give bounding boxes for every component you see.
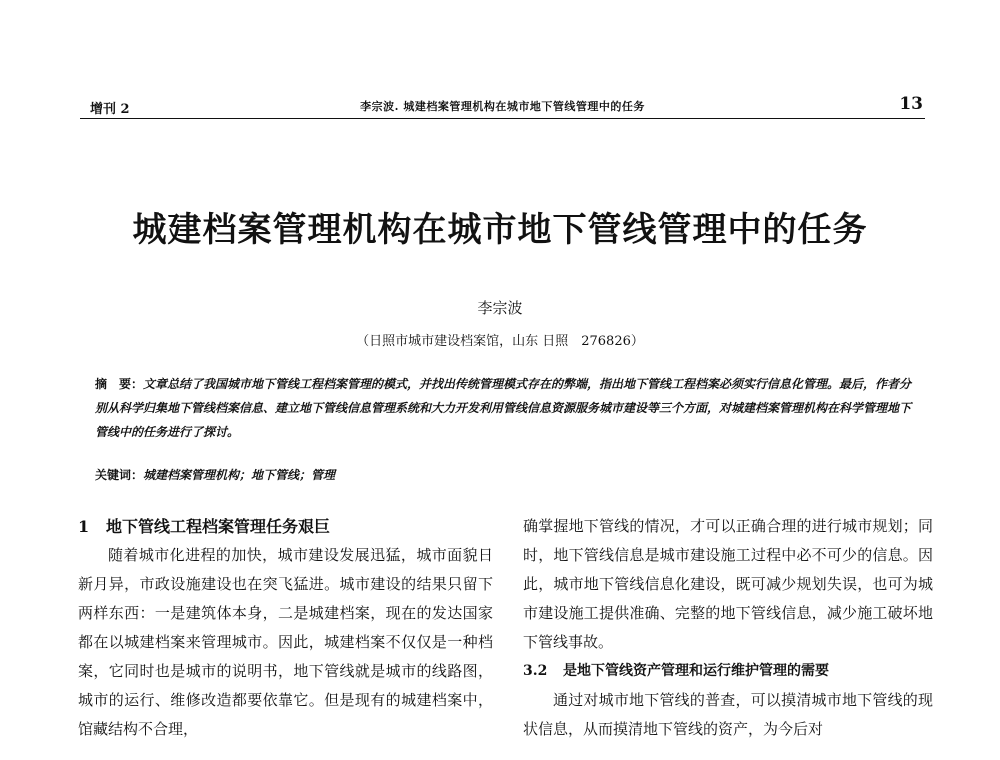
left-column [78, 512, 493, 744]
abstract-text: 文章总结了我国城市地下管线工程档案管理的模式，并找出传统管理模式存在的弊端，指出地下管线工程档案必须实行信息化管理。最后，作者分别从科学归集地下管线档案信息、建立地下管线信息管理系统和大力开发利用管线信息资源服务城市建设等三个方面，对城建档案管理机构在科学管理地下管线中的任务进行了探讨。 [95, 377, 912, 439]
subsection-number: 3.2 [523, 663, 548, 679]
section-title: 地下管线工程档案管理任务艰巨 [106, 517, 331, 536]
body-paragraph: 随着城市化进程的加快，城市建设发展迅猛，城市面貌日新月异，市政设施建设也在突飞猛进。城市建设的结果只留下两样东西：一是建筑体本身，二是城建档案，现在的发达国家都在以城建档案来管理城市。因此，城建档案不仅仅是一种档案，它同时也是城市的说明书，地下管线就是城市的线路图，城市的运行、维修改造都要依靠它。但是现有的城建档案中，馆藏结构不合理， [78, 546, 493, 738]
section-heading [78, 512, 493, 541]
keywords-label: 关键词： [95, 468, 144, 482]
keywords-text: 城建档案管理机构；地下管线；管理 [143, 468, 336, 482]
subsection-title: 是地下管线资产管理和运行维护管理的需要 [563, 663, 829, 679]
page-number: 13 [899, 94, 923, 114]
section-number: 1 [78, 517, 90, 536]
journal-issue: 增刊 2 [90, 102, 130, 117]
header-citation: 李宗波. 城建档案管理机构在城市地下管线管理中的任务 [360, 100, 645, 113]
running-header [80, 94, 925, 119]
author-affiliation: （日照市城市建设档案馆，山东 日照 276826） [356, 334, 644, 349]
subsection-heading [523, 657, 933, 686]
abstract [95, 372, 915, 444]
body-paragraph-continued: 确掌握地下管线的情况，才可以正确合理的进行城市规划；同时，地下管线信息是城市建设施工过程中必不可少的信息。因此，城市地下管线信息化建设，既可减少规划失误，也可为城市建设施工提供准确、完整的地下管线信息，减少施工破坏地下管线事故。 [523, 517, 933, 651]
right-column [523, 512, 933, 744]
body-paragraph: 通过对城市地下管线的普查，可以摸清城市地下管线的现状信息，从而摸清地下管线的资产，为今后对 [523, 691, 933, 738]
keywords [95, 466, 915, 483]
abstract-label: 摘 要： [95, 377, 144, 391]
author-name: 李宗波 [477, 299, 523, 317]
article-title: 城建档案管理机构在城市地下管线管理中的任务 [132, 210, 868, 250]
